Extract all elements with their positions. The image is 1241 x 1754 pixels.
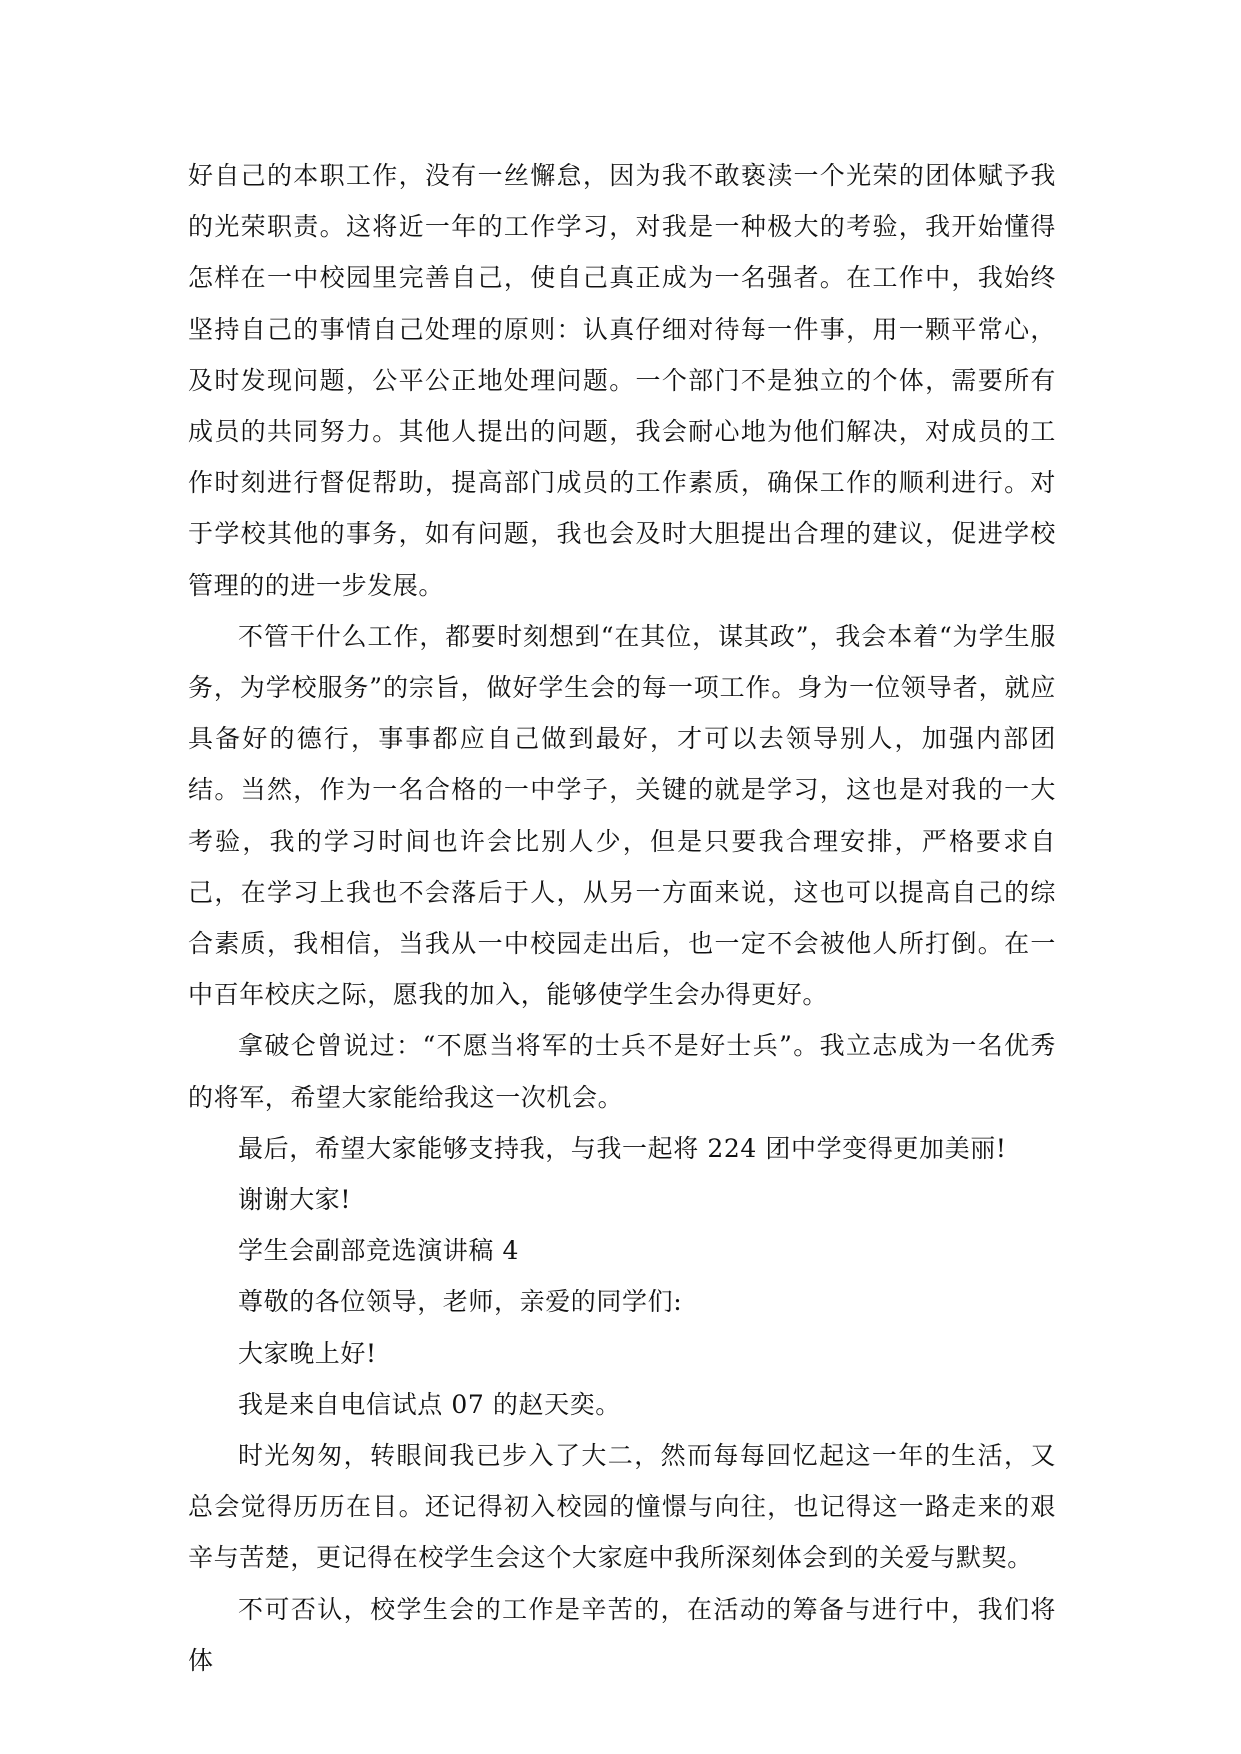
- section-heading: 学生会副部竞选演讲稿 4: [238, 1236, 520, 1266]
- paragraph-truncated: 不可否认，校学生会的工作是辛苦的，在活动的筹备与进行中，我们将体: [188, 1594, 1056, 1675]
- paragraph-leadership: 不管干什么工作，都要时刻想到“在其位，谋其政”，我会本着“为学生服务，为学校服务”的宗旨，做好学生会的每一项工作。身为一位领导者，就应具备好的德行，事事都应自己做到最好，才可以去领导别人，加强内部团结。当然，作为一名合格的一中学子，关键的就是学习，这也是对我的一大考验，我的学习时间也许会比别人少，但是只要我合理安排，严格要求自己，在学习上我也不会落后于人，从另一方面来说，这也可以提高自己的综合素质，我相信，当我从一中校园走出后，也一定不会被他人所打倒。在一中百年校庆之际，愿我的加入，能够使学生会办得更好。: [188, 621, 1056, 1010]
- paragraph-thanks: 谢谢大家!: [238, 1185, 352, 1215]
- paragraph-reflection: 时光匆匆，转眼间我已步入了大二，然而每每回忆起这一年的生活，又总会觉得历历在目。还记得初入校园的憧憬与向往，也记得这一路走来的艰辛与苦楚，更记得在校学生会这个大家庭中我所深刻体会到的关爱与默契。: [188, 1441, 1056, 1573]
- paragraph-closing: 最后，希望大家能够支持我，与我一起将 224 团中学变得更加美丽!: [238, 1133, 1007, 1163]
- document-body: [188, 150, 1056, 1686]
- paragraph-greeting: 大家晚上好!: [238, 1338, 377, 1368]
- paragraph-introduction: 我是来自电信试点 07 的赵天奕。: [238, 1389, 621, 1419]
- paragraph-continued: 好自己的本职工作，没有一丝懈怠，因为我不敢亵渎一个光荣的团体赋予我的光荣职责。这将近一年的工作学习，对我是一种极大的考验，我开始懂得怎样在一中校园里完善自己，使自己真正成为一名强者。在工作中，我始终坚持自己的事情自己处理的原则：认真仔细对待每一件事，用一颗平常心，及时发现问题，公平公正地处理问题。一个部门不是独立的个体，需要所有成员的共同努力。其他人提出的问题，我会耐心地为他们解决，对成员的工作时刻进行督促帮助，提高部门成员的工作素质，确保工作的顺利进行。对于学校其他的事务，如有问题，我也会及时大胆提出合理的建议，促进学校管理的的进一步发展。: [188, 161, 1056, 600]
- paragraph-salutation: 尊敬的各位领导，老师，亲爱的同学们:: [238, 1287, 683, 1317]
- paragraph-napoleon-quote: 拿破仑曾说过：“不愿当将军的士兵不是好士兵”。我立志成为一名优秀的将军，希望大家能给我这一次机会。: [188, 1031, 1056, 1112]
